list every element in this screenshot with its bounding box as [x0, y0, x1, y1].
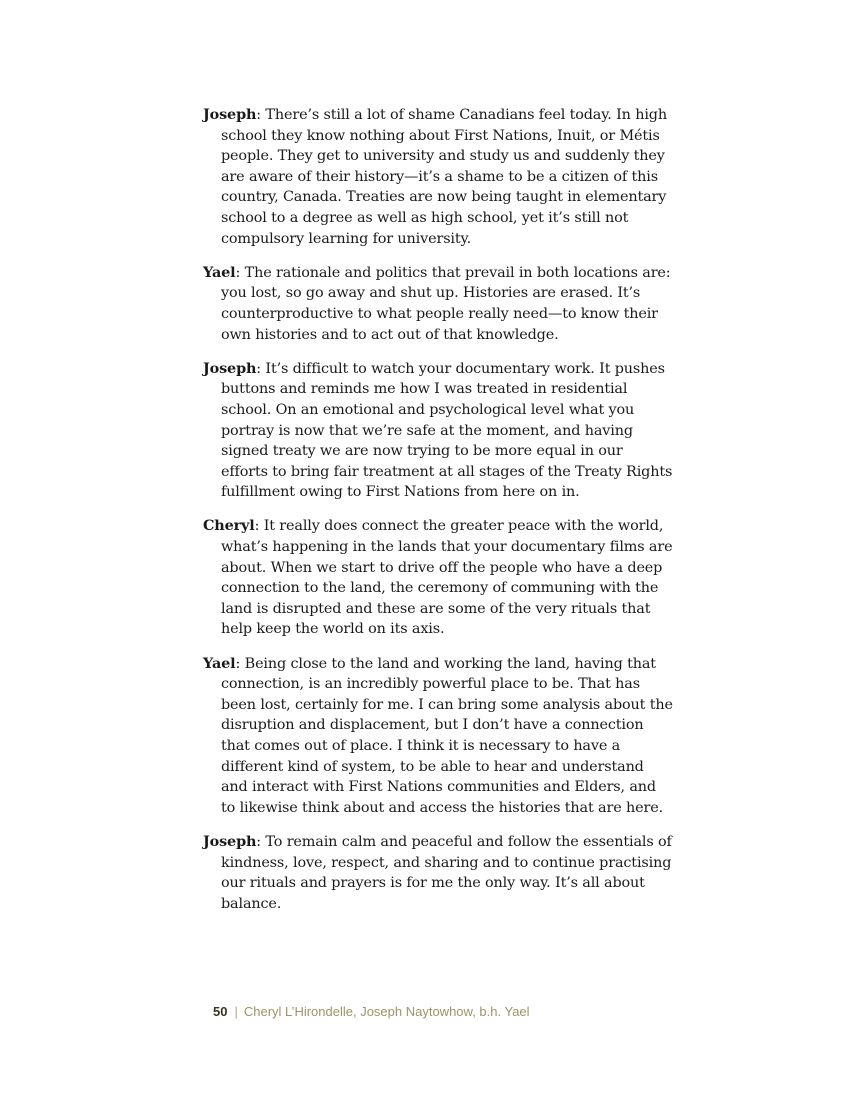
dialogue-paragraph	[203, 832, 673, 914]
speaker-name: Joseph	[203, 359, 257, 377]
page-number: 50	[213, 1004, 228, 1019]
dialogue-paragraph	[203, 516, 673, 640]
dialogue-paragraph	[203, 263, 673, 345]
speaker-name: Cheryl	[203, 517, 255, 535]
dialogue-text: : The rationale and politics that prevail in both locations are: you lost, so go away and shut up. Histories are erased. It’s counterproductive to what people really need—to know their own histories and to act out of that knowledge.	[221, 264, 671, 343]
dialogue-paragraph	[203, 105, 673, 249]
dialogue-paragraph	[203, 359, 673, 503]
footer-authors: Cheryl L’Hirondelle, Joseph Naytowhow, b.h. Yael	[243, 1004, 530, 1019]
page-footer	[213, 1003, 530, 1021]
dialogue-paragraph	[203, 654, 673, 819]
dialogue-text: : It’s difficult to watch your documentary work. It pushes buttons and reminds me how I was treated in residential school. On an emotional and psychological level what you portray is now that we’re safe at the moment, and having signed treaty we are now trying to be more equal in our efforts to bring fair treatment at all stages of the Treaty Rights fulfillment owing to First Nations from here on in.	[221, 360, 673, 501]
footer-separator: |	[234, 1004, 238, 1019]
dialogue-text: : To remain calm and peaceful and follow the essentials of kindness, love, respect, and sharing and to continue practising our rituals and prayers is for me the only way. It’s all about balance.	[221, 833, 672, 912]
dialogue-text: : There’s still a lot of shame Canadians feel today. In high school they know nothing about First Nations, Inuit, or Métis people. They get to university and study us and suddenly they are aware of their history—it’s a shame to be a citizen of this country, Canada. Treaties are now being taught in elementary school to a degree as well as high school, yet it’s still not compulsory learning for university.	[221, 107, 667, 247]
dialogue-text: : It really does connect the greater peace with the world, what’s happening in the lands that your documentary films are about. When we start to drive off the people who have a deep connection to the land, the ceremony of communing with the land is disrupted and these are some of the very rituals that help keep the world on its axis.	[221, 518, 673, 638]
speaker-name: Joseph	[203, 832, 257, 850]
conversation-transcript	[203, 105, 673, 928]
speaker-name: Yael	[203, 654, 236, 672]
speaker-name: Yael	[203, 263, 236, 281]
dialogue-text: : Being close to the land and working the land, having that connection, is an incredibly powerful place to be. That has been lost, certainly for me. I can bring some analysis about the disruption and displacement, but I don’t have a connection that comes out of place. I think it is necessary to have a different kind of system, to be able to hear and understand and interact with First Nations communities and Elders, and to likewise think about and access the histories that are here.	[221, 655, 673, 816]
speaker-name: Joseph	[203, 106, 257, 123]
